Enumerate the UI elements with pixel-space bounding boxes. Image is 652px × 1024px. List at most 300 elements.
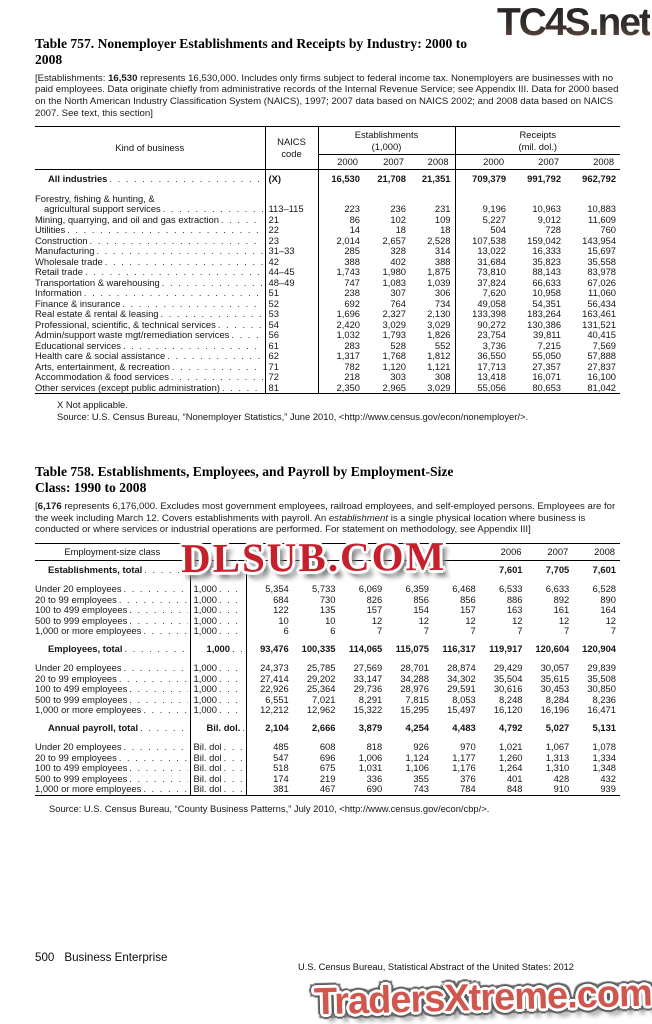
dot-leader [171, 372, 263, 383]
cell-value: 116,317 [442, 642, 476, 654]
row-label-line [35, 723, 190, 734]
cell-value: 218 [318, 372, 364, 383]
row-label-line [35, 204, 265, 215]
row-label-line [35, 695, 190, 706]
table-757-body [35, 169, 620, 394]
unit [190, 595, 246, 606]
cell-value: 2,327 [382, 308, 406, 320]
cell-value: 376 [460, 772, 476, 784]
cell-value: 4,792 [499, 721, 523, 733]
unit [190, 695, 246, 706]
year-header: 2008 [410, 154, 455, 169]
cell-value: 5,131 [592, 721, 616, 733]
row-label [35, 257, 265, 268]
row-label [35, 169, 265, 187]
cell-value: 13,418 [455, 372, 510, 383]
cell-value: 163 [506, 604, 523, 616]
dot-leader [224, 753, 244, 764]
cell-value [386, 560, 433, 578]
table-row [35, 736, 620, 753]
table-row [35, 330, 620, 341]
cell-value: 16,333 [532, 245, 562, 257]
row-label [35, 372, 265, 383]
row-label-text: Utilities [35, 225, 66, 236]
cell-value: 18 [395, 224, 406, 236]
cell-value: 1,067 [545, 741, 570, 753]
row-label-text: Under 20 employees [35, 662, 122, 674]
cell-value: 31,684 [455, 257, 510, 268]
cell-value: 40,415 [587, 329, 617, 341]
section-name: Business Enterprise [64, 951, 168, 964]
dot-leader [219, 595, 244, 606]
row-label-text: 500 to 999 employees [35, 615, 128, 626]
row-label-line [35, 330, 265, 341]
cell-value: 12,962 [306, 704, 336, 716]
row-label-text: 1,000 or more employees [35, 626, 142, 637]
dot-leader [143, 626, 187, 637]
cell-value: 1,031 [358, 762, 383, 774]
cell-value: 818 [366, 741, 383, 753]
cell-value: 236 [390, 203, 406, 215]
row-label [35, 657, 190, 674]
unit [190, 637, 246, 658]
cell-value: 2,420 [318, 320, 364, 331]
cell-value: 7,021 [312, 693, 336, 705]
cell-value: 6,359 [405, 583, 429, 595]
cell-value: 15,295 [400, 704, 429, 716]
cell-value: 826 [366, 593, 383, 605]
cell-value: 7 [377, 625, 383, 637]
unit-text: 1,000 [193, 615, 217, 626]
row-label-text: Admin/support waste mgt/remediation services [35, 330, 230, 341]
row-label [35, 763, 190, 774]
row-label-line [35, 257, 265, 268]
dot-leader [219, 605, 244, 616]
row-label-line [35, 784, 190, 795]
cell-value: 49,058 [455, 299, 510, 310]
code: 22 [265, 225, 318, 236]
row-label [35, 187, 265, 215]
unit-text: 1,000 [193, 605, 217, 616]
dot-leader [96, 246, 262, 257]
cell-value: 16,100 [587, 371, 617, 383]
year-header [340, 543, 387, 560]
cell-value: 6 [246, 626, 293, 637]
cell-value: 547 [246, 753, 293, 764]
row-label-line [35, 565, 190, 576]
row-label-line [35, 742, 190, 753]
cell-value: 88,143 [532, 266, 562, 278]
row-label-text: Transportation & warehousing [35, 277, 160, 288]
cell-value: 28,874 [447, 662, 476, 674]
dot-leader [140, 723, 187, 734]
year-header: 2008 [573, 543, 620, 560]
cell-value: 4,483 [452, 721, 476, 733]
tc4s-watermark: TC4S.net [496, 1, 650, 44]
table-758-source: Source: U.S. Census Bureau, “County Business Patterns,” July 2010, <http://www.census.gov/econ/cbp/>. [49, 802, 490, 814]
cell-value: 388 [434, 255, 451, 267]
cell-value: 730 [319, 593, 336, 605]
dot-leader [122, 299, 262, 310]
row-label-line [35, 215, 265, 226]
cell-value: 22,926 [246, 684, 293, 695]
row-label-line [35, 278, 265, 289]
year-header: 2007 [364, 154, 410, 169]
row-label-line [35, 753, 190, 764]
row-label-text: Real estate & rental & leasing [35, 309, 159, 320]
cell-value: 8,236 [592, 693, 616, 705]
unit [190, 560, 246, 578]
cell-value: 6,633 [545, 583, 570, 595]
row-label-line [35, 705, 190, 716]
cell-value: 7,601 [592, 563, 616, 575]
cell-value: 12 [418, 614, 429, 626]
row-label-line [35, 246, 265, 257]
cell-value: 428 [553, 772, 570, 784]
year-header: 2008 [565, 154, 620, 169]
row-label-line [35, 644, 190, 655]
cell-value [246, 560, 293, 578]
cell-value: 3,029 [427, 318, 451, 330]
unit-line [194, 742, 246, 753]
dot-leader [232, 644, 244, 655]
dot-leader [129, 684, 187, 695]
cell-value: 109 [434, 213, 451, 225]
cell-value: 328 [390, 245, 406, 257]
cell-value: 608 [319, 741, 336, 753]
code: 54 [265, 320, 318, 331]
row-label-text: 500 to 999 employees [35, 773, 128, 784]
cell-value: 692 [318, 299, 364, 310]
cell-value: 28,701 [400, 662, 429, 674]
table-757-section [35, 36, 620, 422]
unit-line [194, 763, 246, 774]
row-label-line [35, 774, 190, 785]
cell-value: 784 [460, 783, 476, 795]
dot-leader [125, 644, 188, 655]
cell-value: 1,124 [405, 751, 429, 763]
dot-leader [219, 684, 244, 695]
cell-value: 336 [366, 772, 383, 784]
code: 48–49 [265, 278, 318, 289]
unit [190, 616, 246, 627]
cell-value: 684 [246, 595, 293, 606]
dot-leader [224, 763, 244, 774]
cell-value: 890 [600, 593, 616, 605]
row-label-line [35, 616, 190, 627]
code: 31–33 [265, 246, 318, 257]
row-label [35, 637, 190, 658]
cell-value: 6,551 [246, 695, 293, 706]
row-label [35, 736, 190, 753]
table-758-title-line2: Class: 1990 to 2008 [35, 480, 147, 496]
table-row [35, 637, 620, 658]
unit-line [194, 663, 246, 674]
dlsub-watermark: DLSUB.COM [180, 532, 447, 581]
cell-value: 29,429 [493, 662, 523, 674]
row-label [35, 616, 190, 627]
unit-line [194, 595, 246, 606]
cell-value: 1,021 [499, 741, 523, 753]
row-label-text: Wholesale trade [35, 256, 103, 267]
row-label [35, 330, 265, 341]
cell-value: 161 [553, 604, 570, 616]
table-758-wrap [35, 532, 620, 796]
employment-size-class-header: Employment-size class [35, 543, 190, 560]
cell-value: 283 [318, 341, 364, 352]
cell-value: 12 [558, 614, 570, 626]
cell-value: 21,708 [377, 172, 406, 184]
cell-value: 970 [460, 741, 476, 753]
cell-value: 518 [246, 763, 293, 774]
cell-value: 7,815 [405, 693, 429, 705]
cell-value: 12 [465, 614, 476, 626]
code: 53 [265, 309, 318, 320]
unit-line [194, 723, 246, 734]
cell-value: 734 [434, 297, 451, 309]
year-header: 2007 [527, 543, 574, 560]
cell-value: 7,215 [537, 339, 562, 351]
row-label-line [35, 605, 190, 616]
cell-value: 552 [434, 339, 451, 351]
cell-value: 1,260 [499, 751, 523, 763]
dot-leader [123, 341, 263, 352]
cell-value: 35,558 [587, 255, 617, 267]
cell-value: 24,373 [246, 657, 293, 674]
dot-leader [124, 742, 188, 753]
unit-text: 1,000 [193, 694, 217, 705]
cell-value: 388 [318, 257, 364, 268]
cell-value: 34,288 [400, 672, 429, 684]
cell-value: 183,264 [527, 308, 562, 320]
cell-value: 910 [553, 783, 570, 795]
table-758-title [35, 464, 620, 496]
row-label-line [35, 626, 190, 637]
cell-value: 25,785 [306, 662, 336, 674]
table-757-footnote: X Not applicable. [57, 399, 128, 411]
unit-line [194, 626, 246, 637]
cell-value: 1,826 [427, 329, 451, 341]
cell-value: 25,364 [306, 683, 336, 695]
cell-value: 14 [318, 225, 364, 236]
unit-line [194, 684, 246, 695]
table-757-title [35, 36, 620, 68]
cell-value: 34,302 [447, 672, 476, 684]
cell-value: 939 [600, 783, 616, 795]
cell-value: 467 [319, 783, 336, 795]
cell-value: 747 [318, 278, 364, 289]
unit [190, 763, 246, 774]
code: 81 [265, 383, 318, 394]
cell-value: 10,963 [532, 203, 562, 215]
cell-value: 56,434 [587, 297, 617, 309]
table-757-note: [Establishments: 16,530 represents 16,530,000. Includes only firms subject to federal income tax. Nonemployers are businesses with no paid employees. Data originate chiefly from administrative records of the Internal Revenue Service; see Appendix III. Data for 2000 based on the North American Industry Classification System (NAICS), 1997; 2007 data based on NAICS 2002; and 2008 data based on NAICS 2007. See text, this section] [35, 72, 619, 119]
cell-value: 2,666 [312, 721, 336, 733]
row-label-line [35, 236, 265, 247]
cell-value: 381 [246, 784, 293, 795]
unit-line [194, 584, 246, 595]
table-758-note: [6,176 represents 6,176,000. Excludes most government employees, railroad employees, and self-employed persons. Employees are for the week including March 12. Covers establishments with payroll. An establishment is a single physical location where business is conducted or where services or industrial operations are performed. For statement on methodology, see Appendix III] [35, 500, 616, 536]
row-label [35, 246, 265, 257]
row-label [35, 705, 190, 716]
code: 72 [265, 372, 318, 383]
table-row [35, 716, 620, 737]
table-row [35, 657, 620, 674]
cell-value: 3,029 [427, 381, 451, 393]
cell-value: 15,497 [447, 704, 476, 716]
cell-value: 130,386 [527, 318, 562, 330]
dot-leader [119, 595, 188, 606]
unit [190, 657, 246, 674]
cell-value: 1,039 [427, 276, 451, 288]
cell-value: 12 [371, 614, 383, 626]
unit-line [194, 753, 246, 764]
tradersxtreme-watermark: TradersXtreme.com [313, 972, 652, 1024]
cell-value: 29,591 [447, 683, 476, 695]
cell-value: 7,569 [592, 339, 617, 351]
dot-leader [90, 236, 263, 247]
cell-value: 12,212 [246, 705, 293, 716]
row-label-text: Educational services [35, 340, 121, 351]
cell-value: 90,272 [455, 320, 510, 331]
cell-value: 115,075 [395, 642, 429, 654]
dot-leader [129, 605, 187, 616]
page-footer [35, 951, 167, 964]
row-label [35, 695, 190, 706]
cell-value: 401 [506, 772, 523, 784]
dot-leader [105, 257, 263, 268]
row-label [35, 560, 190, 578]
dot-leader [119, 753, 188, 764]
cell-value: 7,705 [545, 563, 570, 575]
cell-value [340, 560, 387, 578]
cell-value: 7 [470, 625, 476, 637]
table-757-title-line2: 2008 [35, 51, 63, 67]
cell-value: 133,398 [455, 309, 510, 320]
unit [190, 705, 246, 716]
cell-value: 1,696 [318, 309, 364, 320]
row-label-line [35, 320, 265, 331]
unit [190, 684, 246, 695]
receipts-group-header: Receipts (mil. dol.) [455, 127, 620, 155]
cell-value: 2,104 [246, 716, 293, 737]
cell-value: 7,620 [455, 288, 510, 299]
cell-value: 27,837 [587, 360, 617, 372]
cell-value: 1,980 [382, 266, 406, 278]
unit-text: Bil. dol [193, 741, 222, 753]
cell-value: 5,027 [545, 721, 570, 733]
cell-value: 7 [517, 625, 523, 637]
cell-value: 114,065 [348, 642, 383, 654]
row-label-text: Arts, entertainment, & recreation [35, 361, 170, 372]
census-credit: U.S. Census Bureau, Statistical Abstract of the United States: 2012 [298, 962, 574, 972]
naics-code-header: NAICS code [265, 127, 318, 170]
dot-leader [219, 616, 244, 627]
dot-leader [143, 784, 187, 795]
table-row [35, 784, 620, 795]
code: 52 [265, 299, 318, 310]
cell-value: 314 [434, 245, 451, 257]
row-label-line [35, 225, 265, 236]
year-header: 2007 [510, 154, 565, 169]
cell-value: 67,026 [587, 276, 617, 288]
dot-leader [224, 784, 244, 795]
cell-value: 23,754 [455, 330, 510, 341]
table-row [35, 187, 620, 215]
row-label [35, 595, 190, 606]
row-label-text: Retail trade [35, 267, 83, 278]
cell-value: 5,354 [246, 578, 293, 595]
cell-value: 16,471 [587, 704, 616, 716]
cell-value: 1,310 [545, 762, 570, 774]
row-label-text: Under 20 employees [35, 741, 122, 753]
unit-text: 1,000 [193, 626, 217, 637]
cell-value: 83,978 [587, 266, 617, 278]
row-label [35, 215, 265, 226]
cell-value: 886 [506, 593, 523, 605]
row-label-line [35, 584, 190, 595]
cell-value: 86 [318, 215, 364, 226]
cell-value: 18 [440, 224, 451, 236]
dot-leader [129, 616, 187, 627]
table-758-title-line1: Table 758. Establishments, Employees, and Payroll by Employment-Size [35, 464, 454, 480]
row-label-text: 100 to 499 employees [35, 605, 128, 616]
cell-value: 231 [434, 203, 451, 215]
cell-value: 223 [318, 187, 364, 215]
cell-value: 528 [390, 339, 406, 351]
cell-value: 29,202 [306, 672, 336, 684]
dot-leader [124, 584, 188, 595]
cell-value: 102 [390, 213, 406, 225]
unit-line [194, 605, 246, 616]
dot-leader [109, 174, 262, 185]
cell-value: 11,060 [588, 287, 617, 299]
cell-value: 926 [413, 741, 429, 753]
cell-value: 4,254 [405, 721, 429, 733]
cell-value: 485 [246, 736, 293, 753]
cell-value: 432 [600, 772, 616, 784]
cell-value: 7 [610, 625, 616, 637]
code: 23 [265, 236, 318, 247]
table-757-wrap [35, 126, 620, 394]
dot-leader [143, 705, 187, 716]
cell-value: 690 [366, 783, 383, 795]
cell-value: 1,121 [427, 360, 451, 372]
cell-value: 7 [423, 625, 429, 637]
row-label [35, 626, 190, 637]
dot-leader [67, 225, 262, 236]
row-label-text: Other services (except public administration) [35, 382, 220, 393]
unit [190, 753, 246, 764]
table-row [35, 578, 620, 595]
row-label-line [35, 341, 265, 352]
cell-value: 219 [319, 772, 336, 784]
cell-value: 2,965 [382, 381, 406, 393]
unit [190, 674, 246, 685]
table-row [35, 626, 620, 637]
cell-value: 39,811 [533, 329, 562, 341]
row-label [35, 225, 265, 236]
cell-value: 5,227 [455, 215, 510, 226]
cell-value: 8,284 [545, 693, 570, 705]
unit-line [194, 705, 246, 716]
code: 62 [265, 351, 318, 362]
row-label-text: 100 to 499 employees [35, 684, 128, 695]
cell-value: 54,351 [532, 297, 562, 309]
unit-column-header [190, 543, 246, 560]
cell-value: 30,616 [493, 683, 523, 695]
row-label-line [35, 174, 265, 185]
